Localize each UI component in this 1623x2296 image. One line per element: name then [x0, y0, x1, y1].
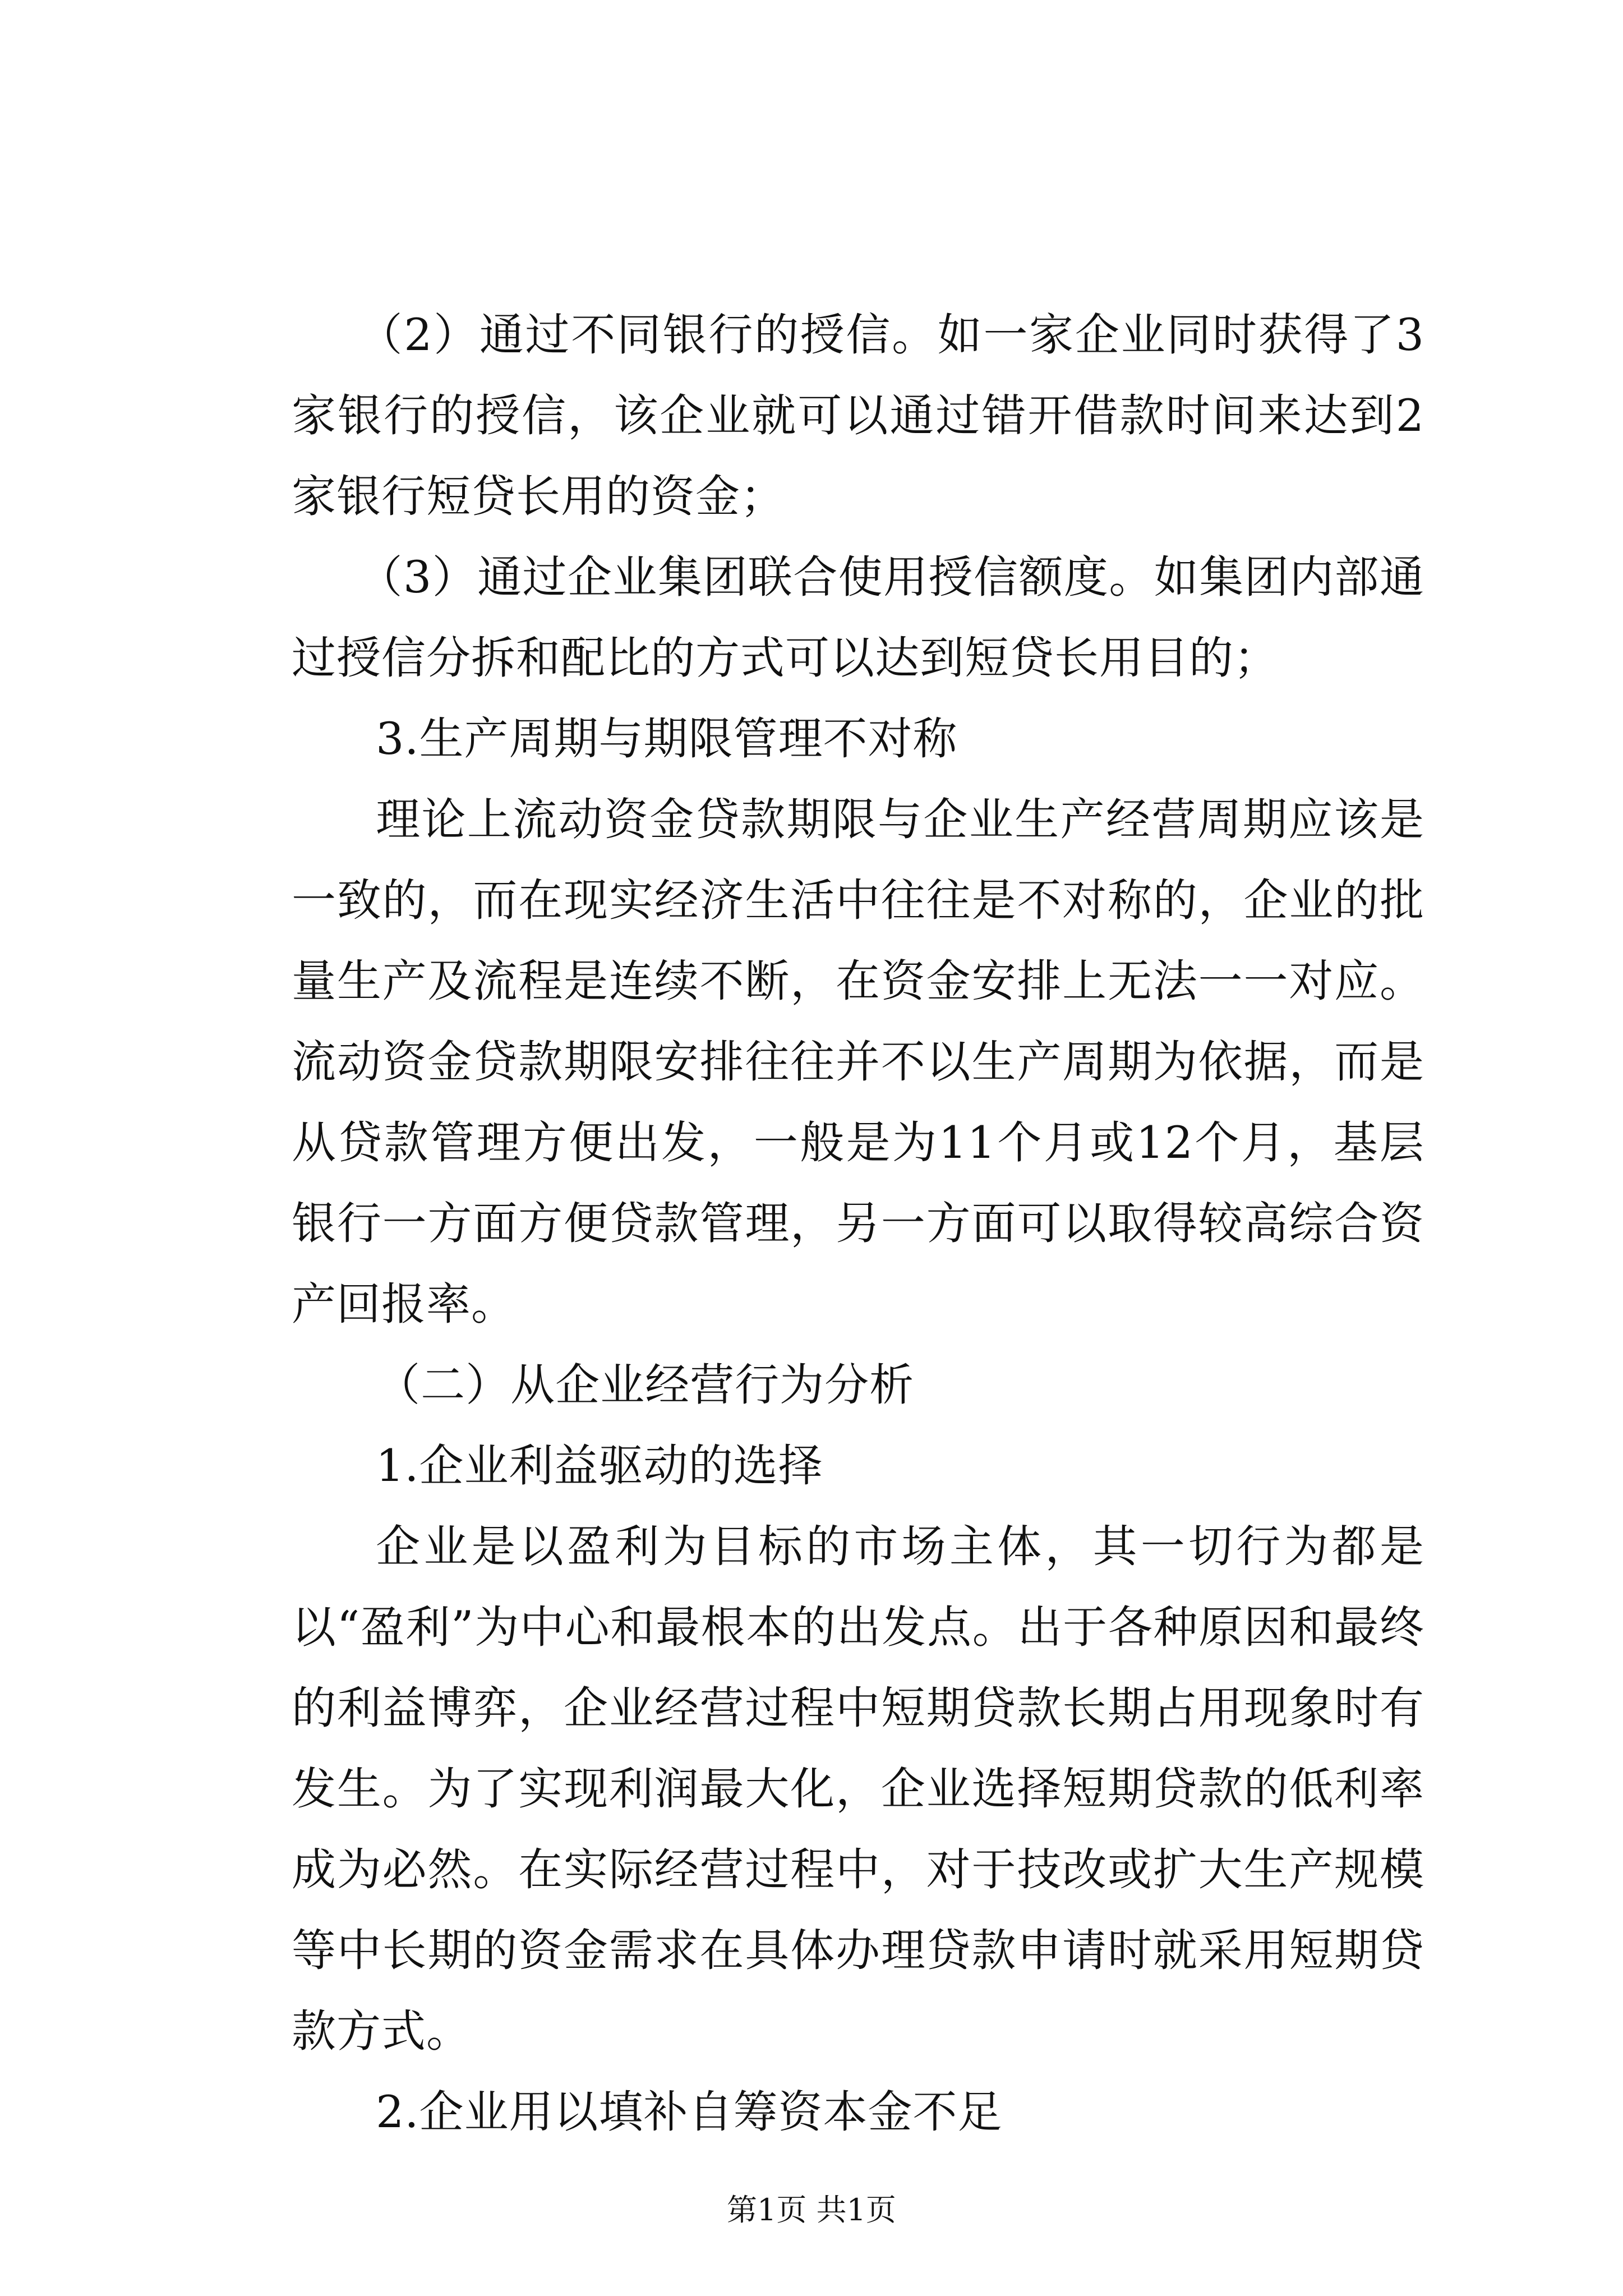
- paragraph-production-cycle: 理论上流动资金贷款期限与企业生产经营周期应该是一致的，而在现实经济生活中往往是不对称的，企业的批量生产及流程是连续不断，在资金安排上无法一一对应。流动资金贷款期限安排往往并不以生产周期为依据，而是从贷款管理方便出发，一般是为11个月或12个月，基层银行一方面方便贷款管理，另一方面可以取得较高综合资产回报率。: [292, 794, 1424, 1330]
- paragraph-item-2-bank-credit: （2）通过不同银行的授信。如一家企业同时获得了3家银行的授信，该企业就可以通过错开借款时间来达到2家银行短贷长用的资金；: [292, 309, 1424, 522]
- page-footer: 第1页 共1页: [727, 2192, 896, 2228]
- heading-fill-capital-shortfall: 2.企业用以填补自筹资本金不足: [376, 2086, 1003, 2138]
- paragraph-profit-driven-choice: 企业是以盈利为目标的市场主体，其一切行为都是以“盈利”为中心和最根本的出发点。出于各种原因和最终的利益博弈，企业经营过程中短期贷款长期占用现象时有发生。为了实现利润最大化，企业选择短期贷款的低利率成为必然。在实际经营过程中，对于技改或扩大生产规模等中长期的资金需求在具体办理贷款申请时就采用短期贷款方式。: [292, 1521, 1424, 2057]
- document-body: [292, 295, 1424, 2152]
- heading-profit-driven-choice: 1.企业利益驱动的选择: [376, 1440, 823, 1492]
- heading-business-behavior: （二）从企业经营行为分析: [376, 1359, 915, 1411]
- heading-production-cycle: 3.生产周期与期限管理不对称: [376, 713, 958, 765]
- paragraph-item-3-group-credit: （3）通过企业集团联合使用授信额度。如集团内部通过授信分拆和配比的方式可以达到短贷长用目的；: [292, 551, 1424, 684]
